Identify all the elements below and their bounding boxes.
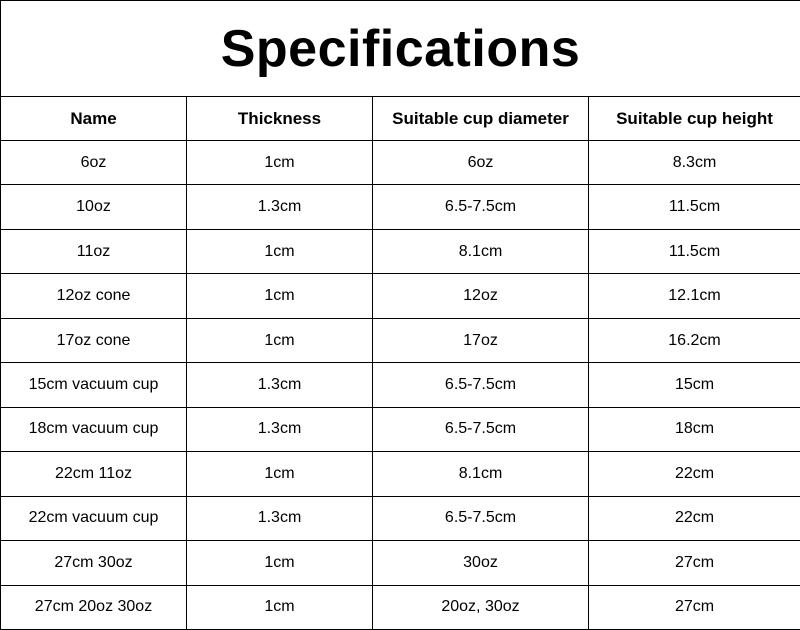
table-row bbox=[1, 363, 800, 407]
cell-name: 10oz bbox=[1, 185, 187, 229]
column-header-thickness: Thickness bbox=[187, 97, 373, 141]
cell-cup-height: 8.3cm bbox=[589, 141, 800, 185]
table-row bbox=[1, 185, 800, 229]
column-header-cup-diameter: Suitable cup diameter bbox=[373, 97, 589, 141]
page-title: Specifications bbox=[1, 1, 800, 97]
cell-name: 15cm vacuum cup bbox=[1, 363, 187, 407]
cell-cup-height: 27cm bbox=[589, 585, 800, 629]
cell-thickness: 1.3cm bbox=[187, 496, 373, 540]
table-row bbox=[1, 318, 800, 362]
cell-cup-diameter: 6.5-7.5cm bbox=[373, 363, 589, 407]
cell-cup-diameter: 6oz bbox=[373, 141, 589, 185]
cell-cup-diameter: 30oz bbox=[373, 541, 589, 585]
column-header-cup-height: Suitable cup height bbox=[589, 97, 800, 141]
cell-thickness: 1cm bbox=[187, 452, 373, 496]
cell-name: 27cm 30oz bbox=[1, 541, 187, 585]
table-row bbox=[1, 274, 800, 318]
cell-thickness: 1cm bbox=[187, 541, 373, 585]
cell-cup-diameter: 6.5-7.5cm bbox=[373, 496, 589, 540]
table-row bbox=[1, 407, 800, 451]
column-header-name: Name bbox=[1, 97, 187, 141]
title-row bbox=[1, 1, 800, 97]
cell-cup-diameter: 6.5-7.5cm bbox=[373, 407, 589, 451]
table-row bbox=[1, 541, 800, 585]
cell-name: 11oz bbox=[1, 229, 187, 273]
cell-thickness: 1cm bbox=[187, 229, 373, 273]
table-row bbox=[1, 585, 800, 629]
cell-thickness: 1.3cm bbox=[187, 185, 373, 229]
cell-cup-height: 11.5cm bbox=[589, 185, 800, 229]
cell-cup-height: 15cm bbox=[589, 363, 800, 407]
header-row bbox=[1, 97, 800, 141]
cell-thickness: 1.3cm bbox=[187, 407, 373, 451]
table-row bbox=[1, 141, 800, 185]
cell-cup-height: 12.1cm bbox=[589, 274, 800, 318]
cell-cup-diameter: 6.5-7.5cm bbox=[373, 185, 589, 229]
cell-name: 22cm vacuum cup bbox=[1, 496, 187, 540]
cell-name: 12oz cone bbox=[1, 274, 187, 318]
cell-cup-diameter: 8.1cm bbox=[373, 229, 589, 273]
table-row bbox=[1, 496, 800, 540]
cell-cup-height: 27cm bbox=[589, 541, 800, 585]
cell-cup-height: 18cm bbox=[589, 407, 800, 451]
cell-name: 17oz cone bbox=[1, 318, 187, 362]
cell-cup-diameter: 20oz, 30oz bbox=[373, 585, 589, 629]
cell-cup-height: 22cm bbox=[589, 496, 800, 540]
cell-cup-diameter: 8.1cm bbox=[373, 452, 589, 496]
cell-cup-diameter: 12oz bbox=[373, 274, 589, 318]
cell-cup-height: 16.2cm bbox=[589, 318, 800, 362]
cell-cup-height: 11.5cm bbox=[589, 229, 800, 273]
cell-thickness: 1cm bbox=[187, 318, 373, 362]
table-row bbox=[1, 229, 800, 273]
cell-thickness: 1cm bbox=[187, 274, 373, 318]
cell-thickness: 1.3cm bbox=[187, 363, 373, 407]
cell-thickness: 1cm bbox=[187, 585, 373, 629]
cell-name: 27cm 20oz 30oz bbox=[1, 585, 187, 629]
cell-cup-diameter: 17oz bbox=[373, 318, 589, 362]
cell-name: 22cm 11oz bbox=[1, 452, 187, 496]
cell-name: 18cm vacuum cup bbox=[1, 407, 187, 451]
cell-name: 6oz bbox=[1, 141, 187, 185]
cell-cup-height: 22cm bbox=[589, 452, 800, 496]
cell-thickness: 1cm bbox=[187, 141, 373, 185]
table-row bbox=[1, 452, 800, 496]
